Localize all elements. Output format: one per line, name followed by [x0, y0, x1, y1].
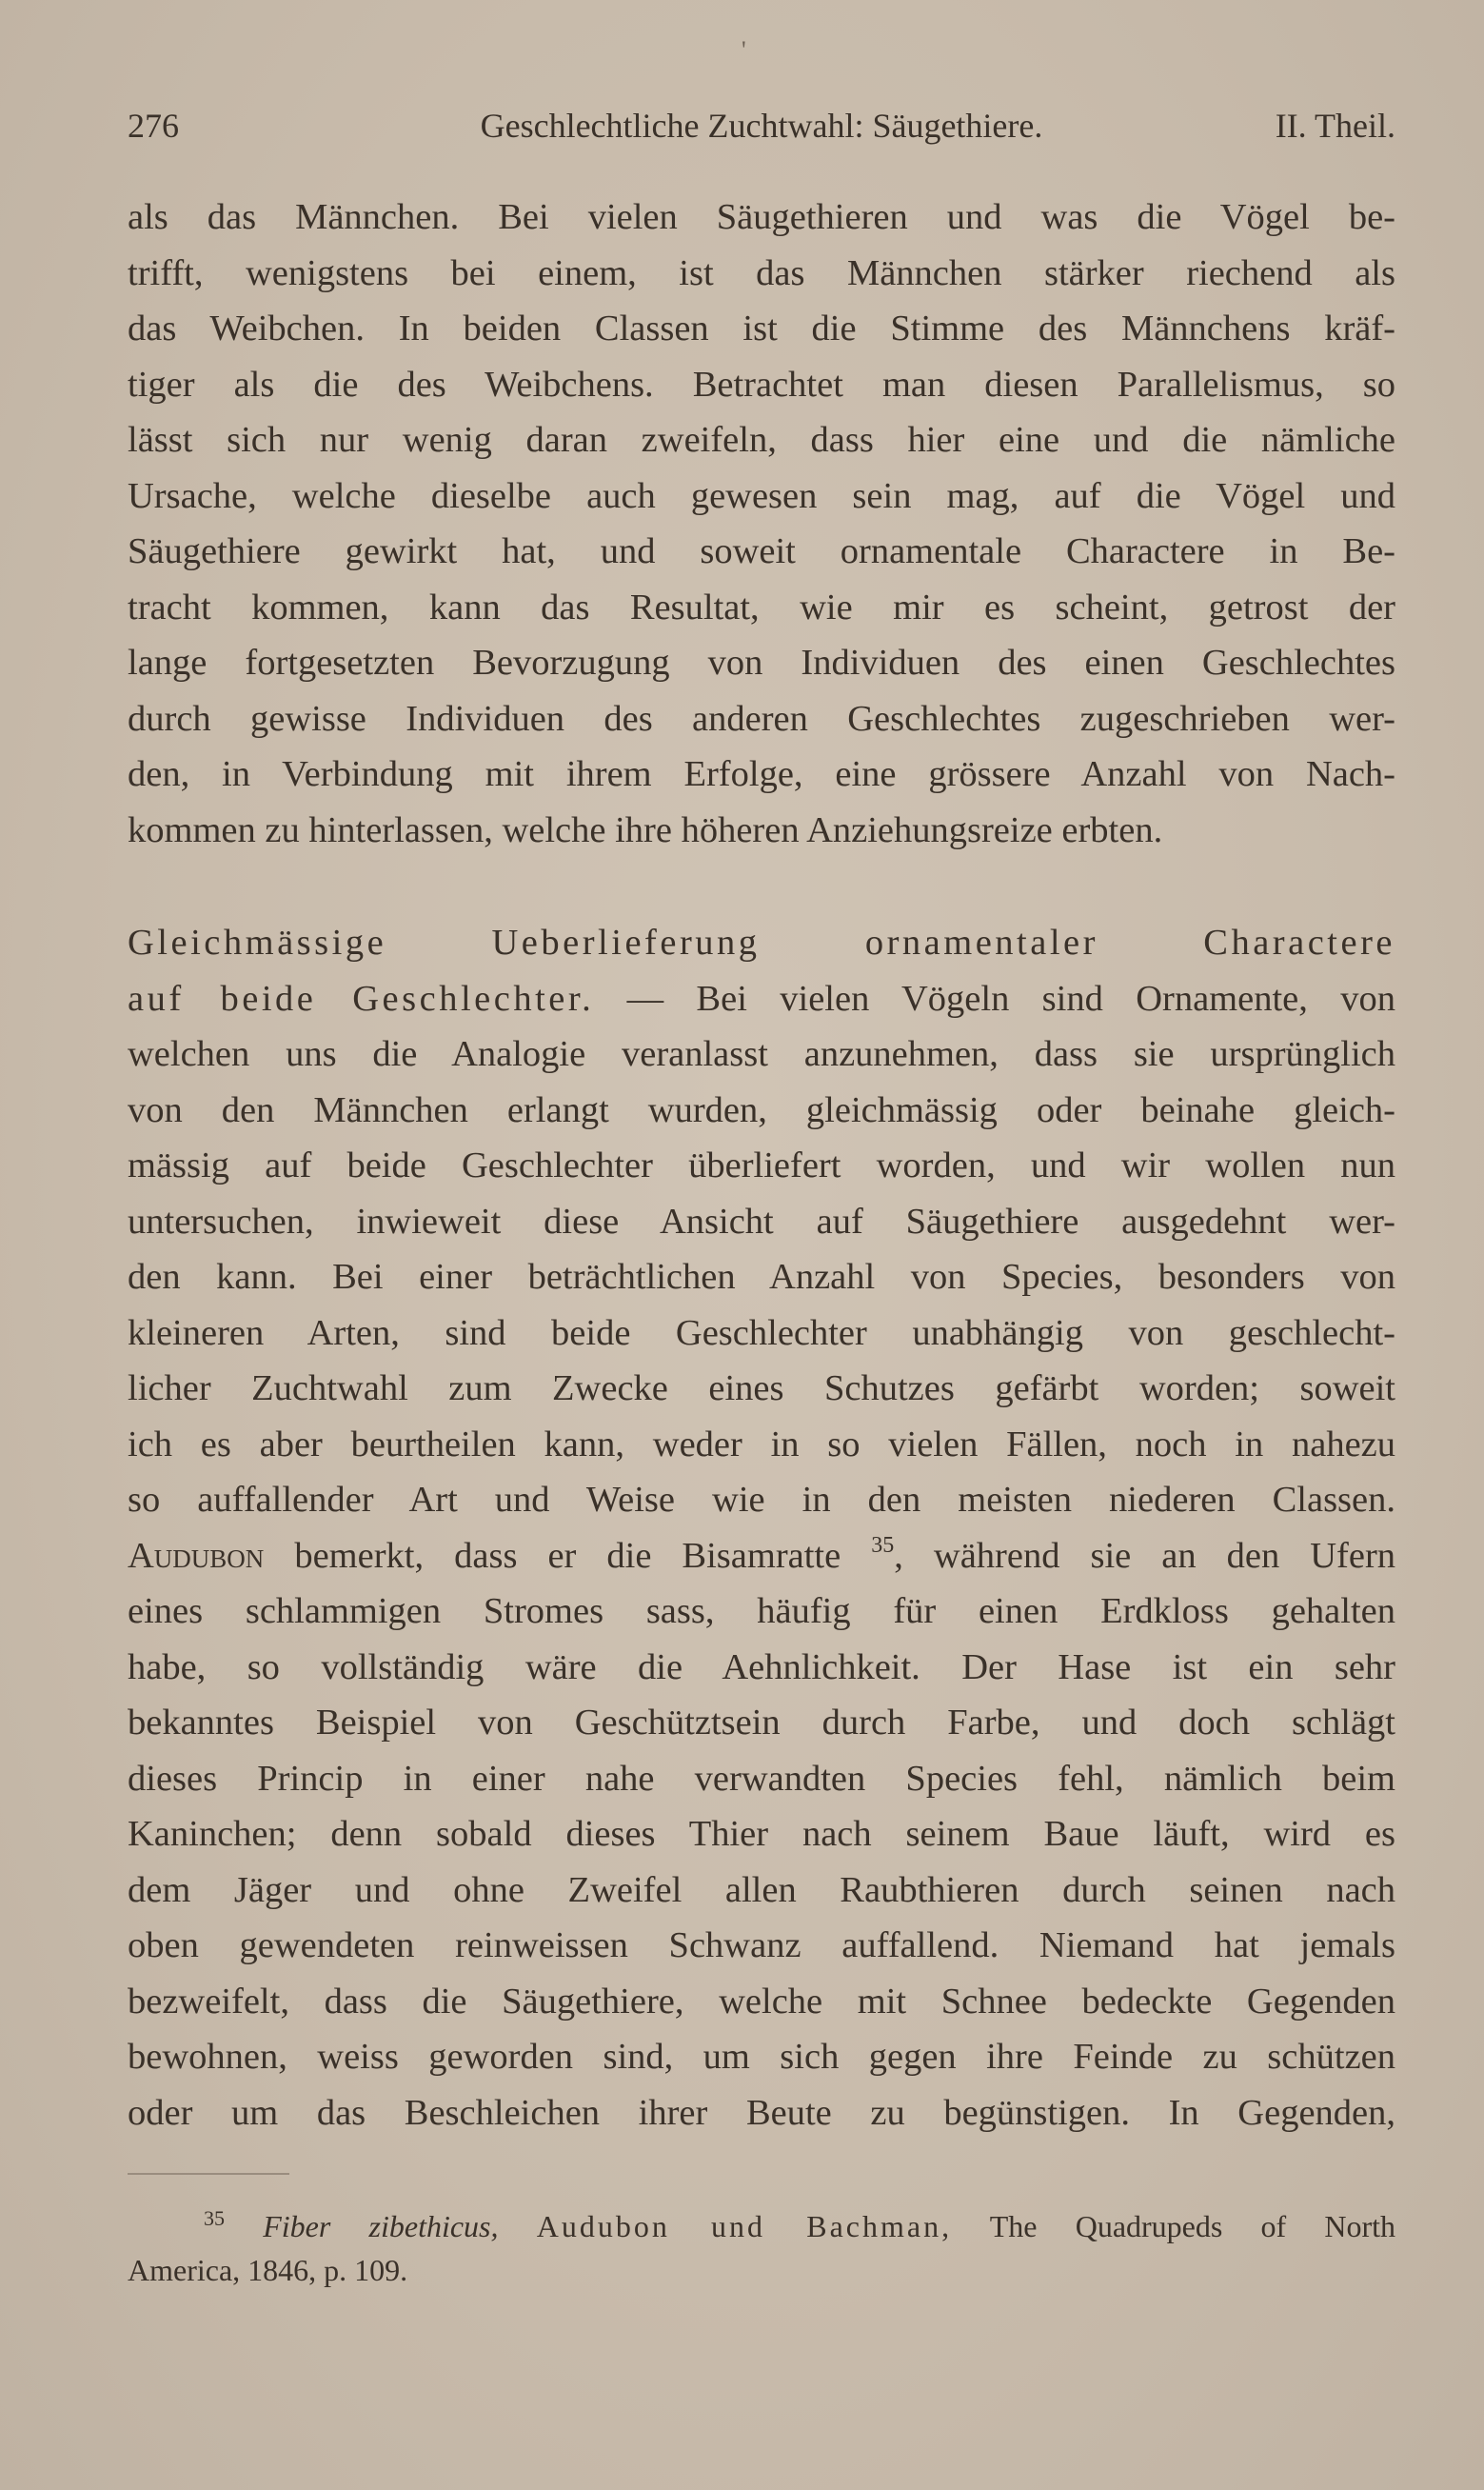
- text-line: kommen zu hinterlassen, welche ihre höheren Anziehungsreize erbten.: [128, 809, 1163, 850]
- text-line: dieses Princip in einer nahe verwandten Species fehl, nämlich beim: [128, 1758, 1395, 1799]
- text-line: trifft, wenigstens bei einem, ist das Männchen stärker riechend als: [128, 252, 1395, 293]
- running-title: Geschlechtliche Zuchtwahl: Säugethiere.: [480, 107, 1043, 145]
- stray-print-mark: ': [742, 36, 746, 64]
- section-paragraph: [128, 915, 1395, 2141]
- text-line: Ursache, welche dieselbe auch gewesen sein mag, auf die Vögel und: [128, 475, 1395, 516]
- text-line: oder um das Beschleichen ihrer Beute zu begünstigen. In Gegenden,: [128, 2092, 1395, 2133]
- footnote-number: 35: [204, 2206, 225, 2230]
- text-line: dem Jäger und ohne Zweifel allen Raubthieren durch seinen nach: [128, 1869, 1395, 1910]
- text-fragment: — Bei vielen Vögeln sind Ornamente, von: [594, 978, 1395, 1019]
- paragraph-continued: [128, 189, 1395, 858]
- text-line: eines schlammigen Stromes sass, häufig für einen Erdkloss gehalten: [128, 1591, 1395, 1631]
- footnote-authors: Audubon und Bachman,: [536, 2209, 953, 2243]
- text-line: [128, 1528, 1395, 1584]
- text-line: untersuchen, inwieweit diese Ansicht auf Säugethiere ausgedehnt wer-: [128, 1201, 1395, 1242]
- text-line: bewohnen, weiss geworden sind, um sich gegen ihre Feinde zu schützen: [128, 2037, 1395, 2077]
- author-name: Audubon: [128, 1535, 265, 1576]
- text-line: bekanntes Beispiel von Geschütztsein durch Farbe, und doch schlägt: [128, 1703, 1395, 1743]
- text-line: welchen uns die Analogie veranlasst anzunehmen, dass sie ursprünglich: [128, 1034, 1395, 1074]
- text-fragment: , während sie an den Ufern: [894, 1535, 1396, 1576]
- text-line: von den Männchen erlangt wurden, gleichmässig oder beinahe gleich-: [128, 1089, 1395, 1130]
- text-line: so auffallender Art und Weise wie in den meisten niederen Classen.: [128, 1480, 1395, 1520]
- species-name: Fiber zibethicus,: [263, 2209, 499, 2243]
- text-line: durch gewisse Individuen des anderen Geschlechtes zugeschrieben wer-: [128, 698, 1395, 739]
- text-line: mässig auf beide Geschlechter überliefert worden, und wir wollen nun: [128, 1145, 1395, 1185]
- book-title: The Quadrupeds of North: [989, 2209, 1396, 2243]
- section-heading: Gleichmässige Ueberlieferung ornamentaler Charactere: [128, 923, 1395, 963]
- section-heading-cont: auf beide Geschlechter.: [128, 978, 595, 1019]
- text-line: als das Männchen. Bei vielen Säugethieren und was die Vögel be-: [128, 197, 1395, 237]
- text-line: licher Zuchtwahl zum Zwecke eines Schutzes gefärbt worden; soweit: [128, 1368, 1395, 1408]
- text-line: Säugethiere gewirkt hat, und soweit ornamentale Charactere in Be-: [128, 531, 1395, 571]
- text-line: lässt sich nur wenig daran zweifeln, dass hier eine und die nämliche: [128, 420, 1395, 460]
- text-fragment: bemerkt, dass er die Bisamratte: [264, 1535, 872, 1576]
- text-line: kleineren Arten, sind beide Geschlechter unabhängig von geschlecht-: [128, 1312, 1395, 1353]
- text-line: tracht kommen, kann das Resultat, wie mir es scheint, getrost der: [128, 587, 1395, 627]
- part-label: II. Theil.: [1275, 107, 1395, 145]
- text-line: habe, so vollständig wäre die Aehnlichkeit. Der Hase ist ein sehr: [128, 1646, 1395, 1687]
- footnote-line: America, 1846, p. 109.: [128, 2253, 408, 2287]
- text-line: bezweifelt, dass die Säugethiere, welche mit Schnee bedeckte Gegenden: [128, 1981, 1395, 2022]
- footnote-divider: [128, 2173, 289, 2175]
- text-line: den, in Verbindung mit ihrem Erfolge, eine grössere Anzahl von Nach-: [128, 754, 1395, 794]
- text-line: den kann. Bei einer beträchtlichen Anzahl von Species, besonders von: [128, 1257, 1395, 1297]
- footnote-reference: 35: [871, 1532, 895, 1558]
- text-line: Kaninchen; denn sobald dieses Thier nach seinem Baue läuft, wird es: [128, 1814, 1395, 1854]
- text-line: [128, 971, 1395, 1027]
- text-line: lange fortgesetzten Bevorzugung von Individuen des einen Geschlechtes: [128, 643, 1395, 683]
- text-line: ich es aber beurtheilen kann, weder in so vielen Fällen, noch in nahezu: [128, 1424, 1395, 1464]
- text-line: oben gewendeten reinweissen Schwanz auffallend. Niemand hat jemals: [128, 1925, 1395, 1965]
- footnote: [128, 2204, 1395, 2292]
- text-line: tiger als die des Weibchens. Betrachtet man diesen Parallelismus, so: [128, 364, 1395, 405]
- running-head: [128, 103, 1395, 149]
- text-line: das Weibchen. In beiden Classen ist die Stimme des Männchens kräf-: [128, 309, 1395, 349]
- footnote-line: [128, 2204, 1395, 2248]
- page-number: 276: [128, 107, 179, 145]
